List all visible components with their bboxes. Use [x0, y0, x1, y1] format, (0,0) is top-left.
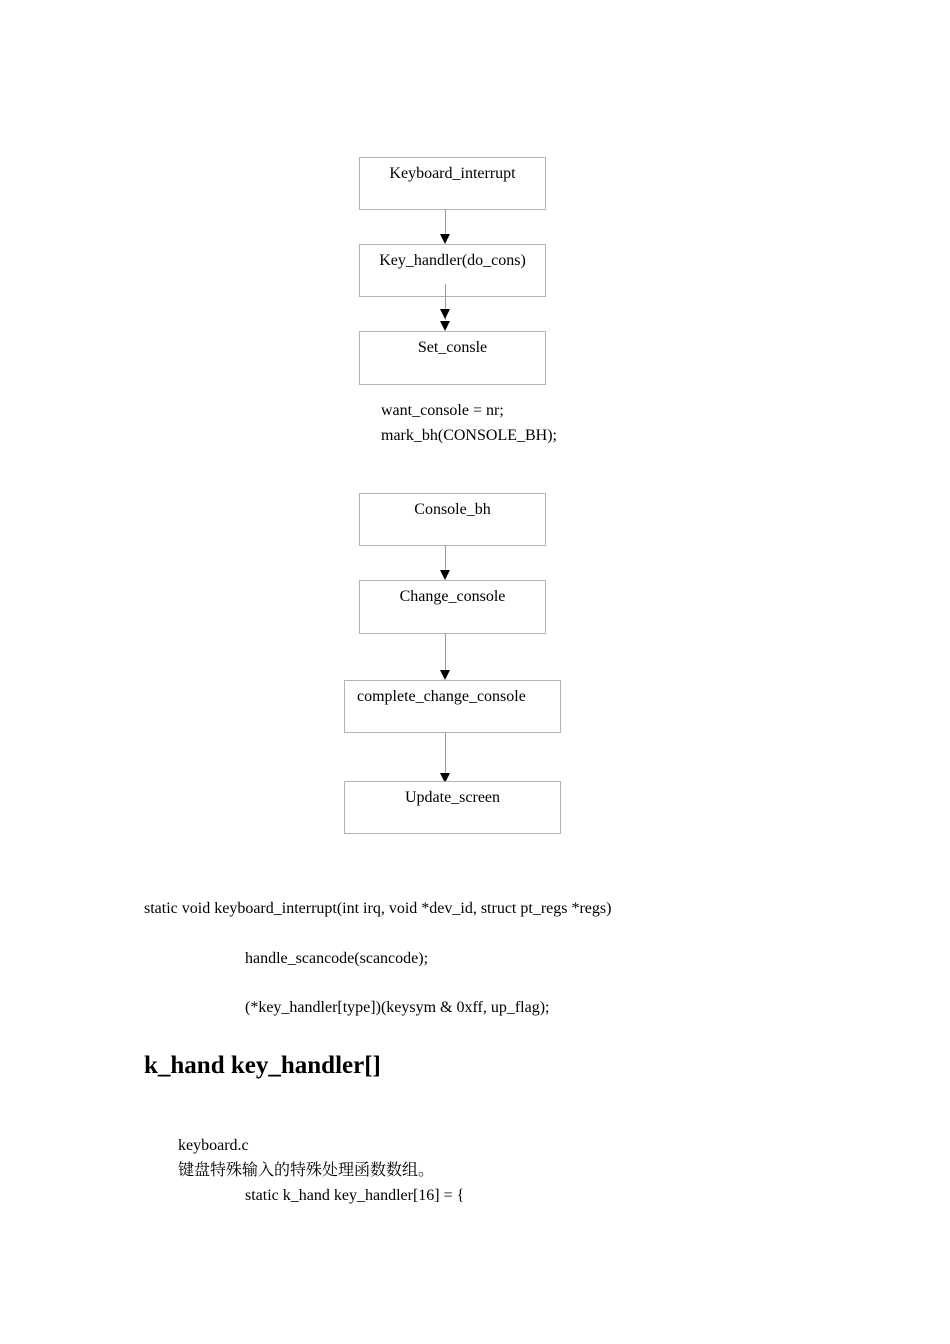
flow-box-change-console [359, 580, 546, 634]
flow-box-key-handler [359, 244, 546, 297]
flow-box-label: Console_bh [414, 501, 491, 518]
code-line: (*key_handler[type])(keysym & 0xff, up_flag); [245, 999, 550, 1016]
connector-line [445, 210, 446, 236]
flow-box-keyboard-interrupt [359, 157, 546, 210]
code-signature: static void keyboard_interrupt(int irq, void *dev_id, struct pt_regs *regs) [144, 900, 612, 917]
flow-note-line: mark_bh(CONSOLE_BH); [381, 427, 557, 444]
flow-box-label: Set_consle [417, 339, 488, 356]
connector-line [445, 546, 446, 572]
code-declaration: static k_hand key_handler[16] = { [245, 1187, 465, 1204]
flow-note-line: want_console = nr; [381, 402, 504, 419]
connector-line [445, 733, 446, 773]
arrow-down-icon [440, 321, 450, 331]
flow-box-label: complete_change_console [357, 688, 526, 705]
flow-box-label: Update_screen [404, 789, 501, 806]
file-name: keyboard.c [178, 1137, 249, 1154]
arrow-down-icon [440, 309, 450, 319]
arrow-down-icon [440, 570, 450, 580]
flow-box-label: Change_console [399, 588, 506, 605]
section-description: 键盘特殊输入的特殊处理函数数组。 [178, 1162, 435, 1179]
flow-box-set-consle [359, 331, 546, 385]
connector-line [445, 634, 446, 672]
flow-box-complete-change-console [344, 680, 561, 733]
flow-box-update-screen [344, 781, 561, 834]
arrow-down-icon [440, 670, 450, 680]
section-heading: k_hand key_handler[] [144, 1052, 381, 1079]
arrow-down-icon [440, 234, 450, 244]
flow-box-label: Key_handler(do_cons) [379, 252, 526, 269]
flow-box-label: Keyboard_interrupt [389, 165, 516, 182]
code-line: handle_scancode(scancode); [245, 950, 429, 967]
flow-box-console-bh [359, 493, 546, 546]
